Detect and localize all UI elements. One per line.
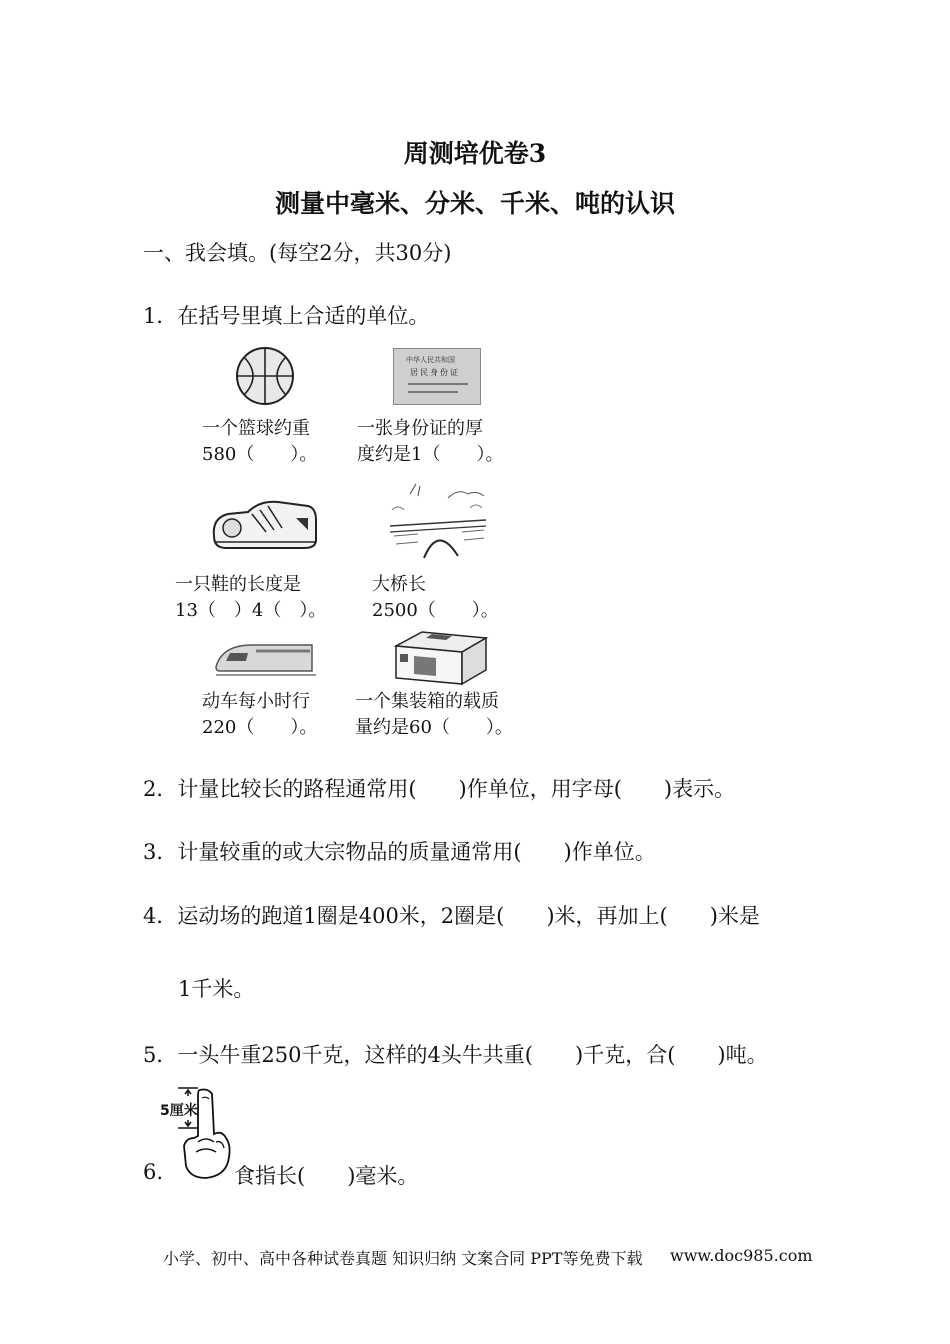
question-3: 3．计量较重的或大宗物品的质量通常用( )作单位。 [143,840,656,864]
question-6: 食指长( )毫米。 [234,1164,419,1188]
question-6-number: 6. [143,1160,164,1184]
item-bridge-line2: 2500（ ）。 [372,600,499,621]
finger-icon [176,1086,236,1182]
basketball-icon [234,345,296,407]
page-title: 周测培优卷3 [403,139,547,168]
finger-length-label: 5厘米 [160,1103,198,1119]
item-bridge-line1: 大桥长 [372,574,426,595]
item-shoe-line2: 13（ ）4（ ）。 [175,600,327,621]
item-shoe-line1: 一只鞋的长度是 [175,574,301,595]
item-container-line1: 一个集装箱的载质 [355,691,499,712]
id-card-text-1: 中华人民共和国 [406,356,455,364]
question-5: 5．一头牛重250千克，这样的4头牛共重( )千克，合( )吨。 [143,1043,768,1067]
page-subtitle: 测量中毫米、分米、千米、吨的认识 [274,189,675,218]
item-idcard-line2: 度约是1（ ）。 [357,444,504,465]
question-4-line2: 1千米。 [178,977,255,1001]
bridge-icon [388,480,488,562]
question-1: 1．在括号里填上合适的单位。 [143,304,430,328]
id-card-icon [393,348,481,405]
item-container-line2: 量约是60（ ）。 [355,717,513,738]
item-train-line1: 动车每小时行 [202,691,310,712]
section-heading: 一、我会填。(每空2分，共30分) [143,241,452,265]
id-card-text-2: 居民身份证 [410,368,460,377]
item-train-line2: 220（ ）。 [202,717,318,738]
item-basketball-line1: 一个篮球约重 [202,418,310,439]
item-basketball-line2: 580（ ）。 [202,444,318,465]
shoe-icon [208,496,320,560]
question-2: 2．计量比较长的路程通常用( )作单位，用字母( )表示。 [143,777,736,801]
container-box-icon [392,628,490,686]
train-icon [212,637,318,683]
question-4-line1: 4．运动场的跑道1圈是400米，2圈是( )米，再加上( )米是 [143,904,760,928]
item-idcard-line1: 一张身份证的厚 [357,418,483,439]
footer-url[interactable]: www.doc985.com [670,1246,813,1265]
footer-text: 小学、初中、高中各种试卷真题 知识归纳 文案合同 PPT等免费下载 [163,1249,643,1268]
